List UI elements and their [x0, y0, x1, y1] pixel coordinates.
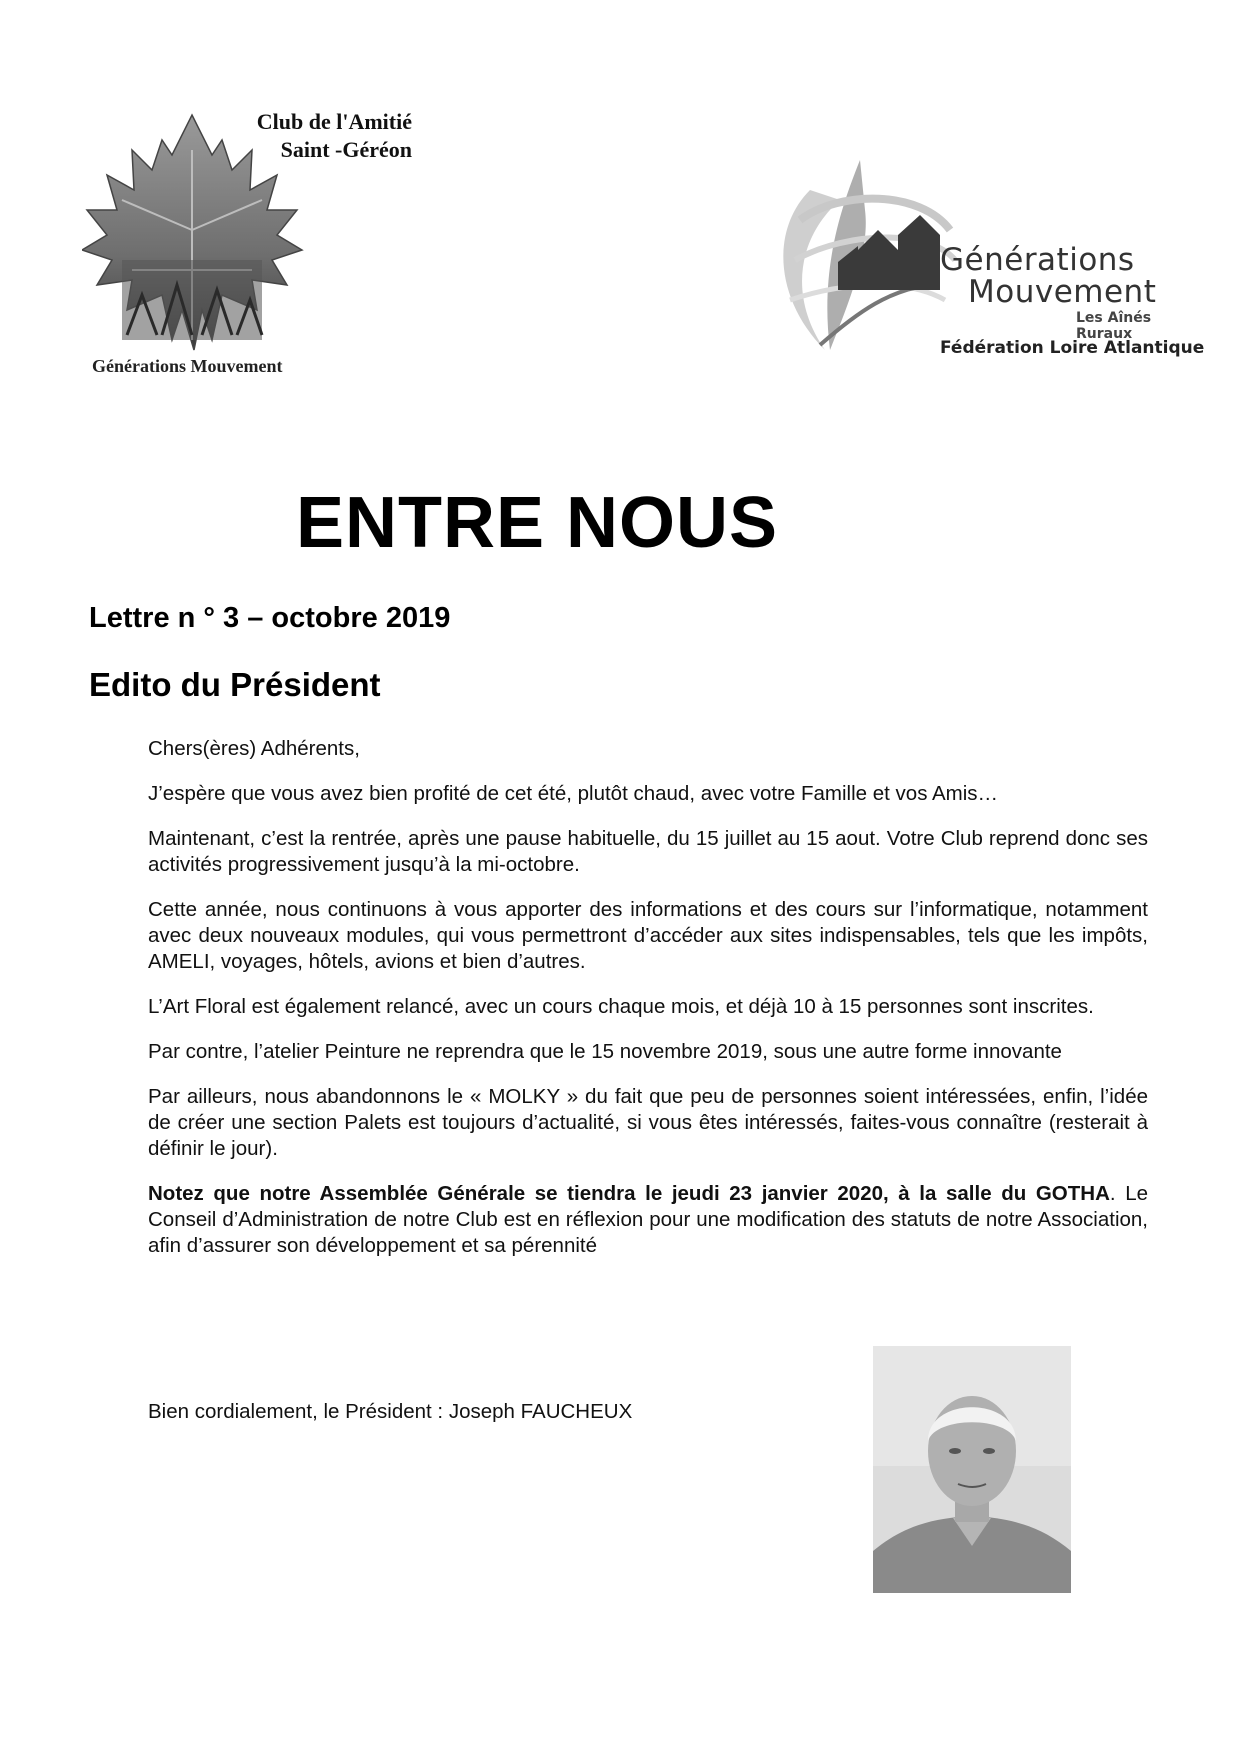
signature: Bien cordialement, le Président : Joseph FAUCHEUX: [148, 1400, 633, 1423]
gm-logo-text-line2: Mouvement: [968, 274, 1157, 310]
paragraph-2: Maintenant, c’est la rentrée, après une pause habituelle, du 15 juillet au 15 aout. Votre Club reprend donc ses activités progressivement jusqu’à la mi-octobre.: [148, 827, 1148, 876]
paragraph-5: Par contre, l’atelier Peinture ne reprendra que le 15 novembre 2019, sous une autre forme innovante: [148, 1040, 1062, 1063]
paragraph-6: Par ailleurs, nous abandonnons le « MOLKY » du fait que peu de personnes soient intéressées, enfin, l’idée de créer une section Palets est toujours d’actualité, si vous êtes intéressés, faites-vous connaître (resterait à définir le jour).: [148, 1085, 1148, 1160]
paragraph-3: Cette année, nous continuons à vous apporter des informations et des cours sur l’informatique, notamment avec deux nouveaux modules, qui vous permettront d’accéder aux sites indispensables, tels que les impôts, AMELI, voyages, hôtels, avions et bien d’autres.: [148, 898, 1148, 973]
section-heading: Edito du Président: [89, 666, 381, 703]
newsletter-title: ENTRE NOUS: [296, 483, 779, 563]
paragraph-1: J’espère que vous avez bien profité de cet été, plutôt chaud, avec votre Famille et vos Amis…: [148, 782, 999, 805]
edito-body: [148, 736, 1148, 1278]
issue-line: Lettre n ° 3 – octobre 2019: [89, 602, 451, 634]
club-name: Club de l'Amitié: [256, 109, 412, 134]
paragraph-4: L’Art Floral est également relancé, avec un cours chaque mois, et déjà 10 à 15 personnes sont inscrites.: [148, 995, 1094, 1018]
gm-logo-subtitle: Les Aînés Ruraux: [1076, 310, 1152, 342]
generations-mouvement-logo: [780, 150, 1210, 370]
club-location: Saint -Géréon: [280, 137, 412, 162]
gm-logo-text-line1: Générations: [940, 242, 1135, 278]
president-photo: [873, 1346, 1071, 1593]
club-logo: [82, 100, 412, 390]
portrait-image-icon: [873, 1346, 1071, 1593]
gm-logo-federation: Fédération Loire Atlantique: [940, 338, 1205, 358]
paragraph-7: [148, 1181, 1148, 1259]
greeting: Chers(ères) Adhérents,: [148, 737, 360, 760]
assembly-announcement: Notez que notre Assemblée Générale se tiendra le jeudi 23 janvier 2020, à la salle du GOTHA: [148, 1182, 1110, 1205]
club-logo-footer: Générations Mouvement: [92, 356, 283, 376]
paragraph-7-rest: . Le Conseil d’Administration de notre Club est en réflexion pour une modification des statuts de notre Association, afin d’assurer son développement et sa pérennité: [148, 1182, 1148, 1257]
